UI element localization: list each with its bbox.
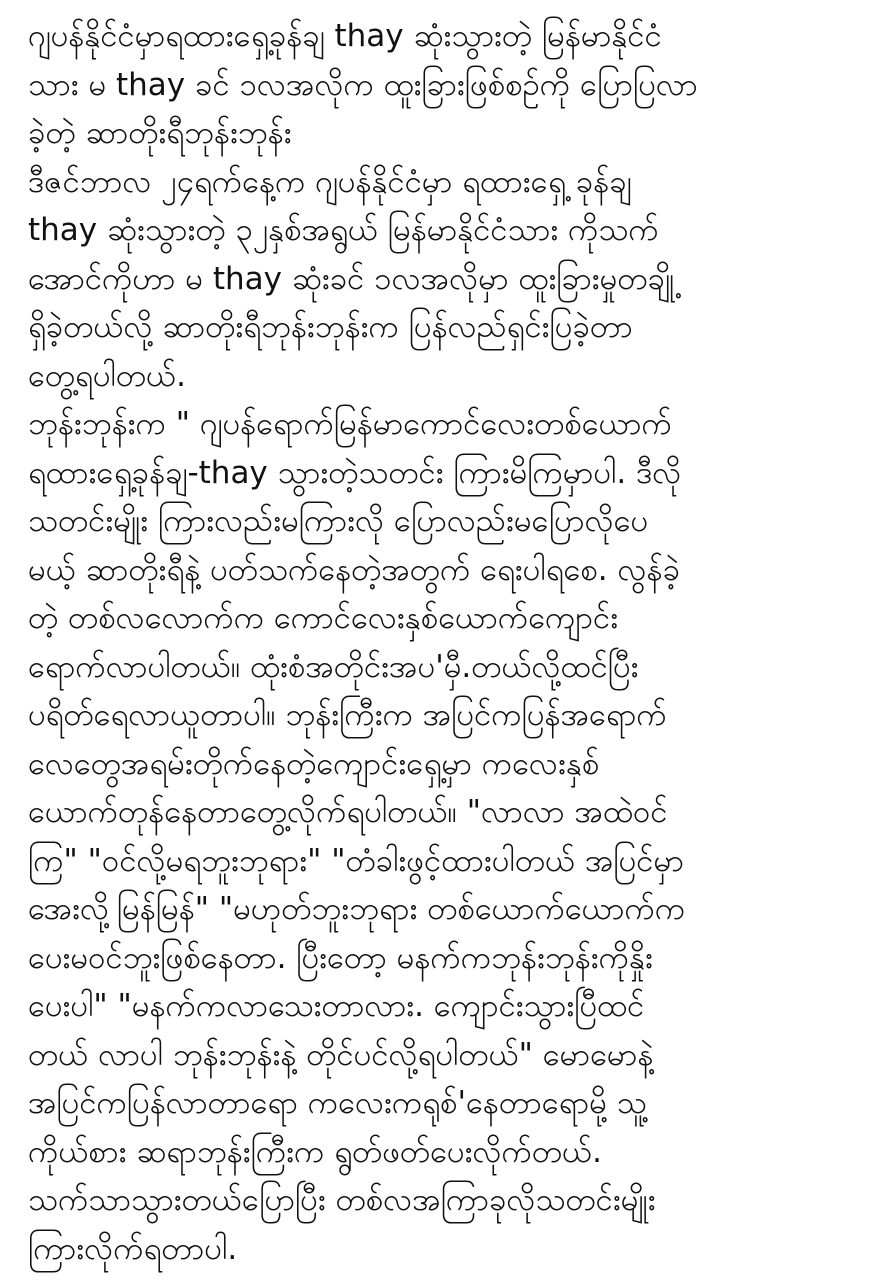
paragraph-line: အပြင်ကပြန်လာတာရော ကလေးကရုစ်'နေတာရောမို့ သူ့ [28,1085,647,1121]
paragraph-line: ကြားလိုက်ရတာပါ. [28,1230,238,1267]
paragraph-line: အေးလို့မြန်မြန်" "မဟုတ်ဘူးဘုရား တစ်ယောက်ယောက်က [28,891,686,927]
post-title-line: သား မ thay ခင် ၁လအလိုက ထူးခြားဖြစ်စဉ်ကို ပြောပြလာ [28,66,698,103]
paragraph-line: ရထားရှေ့ခုန်ချ-thay သွားတဲ့သတင်း ကြားမိကြမှာပါ. ဒီလို [28,454,682,491]
paragraph-line: တွေ့ရပါတယ်. [28,357,186,394]
paragraph-line: ကိုယ်စား ဆရာဘုန်းကြီးက ရွတ်ဖတ်ပေးလိုက်တယ်. [28,1133,602,1170]
paragraph-line: သက်သာသွားတယ်ပြောပြီး တစ်လအကြာခုလိုသတင်းမျိုး [28,1182,656,1218]
post-body [28,12,858,1273]
paragraph-line: thay ဆုံးသွားတဲ့ ၃၂နှစ်အရွယ် မြန်မာနိုင်ငံသား ကိုသက် [28,212,659,248]
paragraph-line: မယ့် ဆာတိုးရီနဲ့ ပတ်သက်နေတဲ့အတွက် ရေးပါရစေ. လွန်ခဲ့ [28,551,681,588]
post-title-line: ခဲ့တဲ့ ဆာတိုးရီဘုန်းဘုန်း [28,115,292,151]
paragraph-line: ဘုန်းဘုန်းက " ဂျပန်ရောက်မြန်မာကောင်လေးတစ်ယောက် [28,406,672,442]
paragraph-line: ပေးပါ" "မနက်ကလာသေးတာလား. ကျောင်းသွားပြီထင် [28,988,645,1024]
paragraph-line: ယောက်တုန်နေတာတွေ့လိုက်ရပါတယ်။ "လာလာ အထဲဝင် [28,794,668,830]
post-title-line: ဂျပန်နိုင်ငံမှာရထားရှေ့ခုန်ချ thay ဆုံးသွားတဲ့ မြန်မာနိုင်ငံ [28,18,662,54]
paragraph-line: ဒီဇင်ဘာလ ၂၄ရက်နေ့က ဂျပန်နိုင်ငံမှာ ရထားရှေ့ ခုန်ချ [28,163,632,200]
paragraph-line: ရောက်လာပါတယ်။ ထုံးစံအတိုင်းအပ'မှီ.တယ်လို့ထင်ပြီး [28,648,639,685]
paragraph-line: လေတွေအရမ်းတိုက်နေတဲ့ကျောင်းရှေ့မှာ ကလေးနှစ် [28,745,600,782]
paragraph-line: သတင်းမျိုး ကြားလည်းမကြားလို ပြောလည်းမပြောလိုပေ [28,503,649,539]
paragraph-line: အောင်ကိုဟာ မ thay ဆုံးခင် ၁လအလိုမှာ ထူးခြားမှုတချို့ [28,260,675,297]
paragraph-line: ပေးမဝင်ဘူးဖြစ်နေတာ. ပြီးတော့ မနက်ကဘုန်းဘုန်းကိုနှိုး [28,939,653,976]
paragraph-line: ပရိတ်ရေလာယူတာပါ။ ဘုန်းကြီးက အပြင်ကပြန်အရောက် [28,697,667,733]
paragraph-line: ရှိခဲ့တယ်လို့ ဆာတိုးရီဘုန်းဘုန်းက ပြန်လည်ရှင်းပြခဲ့တာ [28,309,633,345]
paragraph-line: တယ် လာပါ ဘုန်းဘုန်းနဲ့ တိုင်ပင်လို့ရပါတယ်" မောမောနဲ့ [28,1036,654,1073]
paragraph-line: ကြ" "ဝင်လို့မရဘူးဘုရား" "တံခါးဖွင့်ထားပါတယ် အပြင်မှာ [28,842,684,879]
paragraph-line: တဲ့ တစ်လလောက်က ကောင်လေးနှစ်ယောက်ကျောင်း [28,600,619,636]
